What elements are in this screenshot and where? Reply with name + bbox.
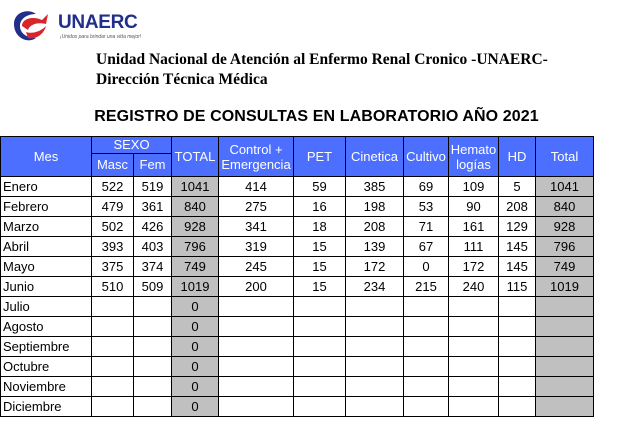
cell-cultivo [404, 397, 449, 417]
cell-control: 200 [219, 277, 294, 297]
cell-mes: Septiembre [1, 337, 92, 357]
cell-masc [92, 357, 134, 377]
cell-total2: 1041 [536, 177, 594, 197]
cell-cinetica: 172 [346, 257, 404, 277]
cell-cinetica [346, 337, 404, 357]
org-department: Dirección Técnica Médica [96, 71, 268, 88]
cell-masc: 522 [92, 177, 134, 197]
cell-hd: 129 [499, 217, 536, 237]
organization-heading [96, 50, 548, 90]
cell-cultivo [404, 377, 449, 397]
cell-control: 319 [219, 237, 294, 257]
cell-hd: 145 [499, 237, 536, 257]
header-hd: HD [499, 137, 536, 177]
cell-control [219, 357, 294, 377]
header-total-final: Total [536, 137, 594, 177]
table-row [1, 357, 594, 377]
cell-fem [134, 297, 172, 317]
cell-masc [92, 317, 134, 337]
table-row [1, 177, 594, 197]
cell-masc: 479 [92, 197, 134, 217]
cell-cultivo: 71 [404, 217, 449, 237]
header-pet: PET [294, 137, 346, 177]
cell-mes: Enero [1, 177, 92, 197]
cell-fem [134, 317, 172, 337]
cell-cinetica: 208 [346, 217, 404, 237]
cell-total2: 840 [536, 197, 594, 217]
cell-fem: 374 [134, 257, 172, 277]
cell-pet: 59 [294, 177, 346, 197]
cell-cinetica [346, 377, 404, 397]
cell-fem [134, 377, 172, 397]
cell-control: 341 [219, 217, 294, 237]
table-row [1, 397, 594, 417]
cell-fem: 426 [134, 217, 172, 237]
cell-control: 245 [219, 257, 294, 277]
cell-masc: 393 [92, 237, 134, 257]
table-row [1, 277, 594, 297]
cell-hd [499, 357, 536, 377]
cell-total2 [536, 337, 594, 357]
cell-hemato: 90 [449, 197, 499, 217]
header-hematologias [449, 137, 499, 177]
cell-total2 [536, 357, 594, 377]
cell-cinetica: 385 [346, 177, 404, 197]
cell-pet: 18 [294, 217, 346, 237]
cell-fem: 519 [134, 177, 172, 197]
table-row [1, 237, 594, 257]
cell-total: 0 [172, 397, 219, 417]
header-logias-label: logías [456, 156, 491, 172]
cell-pet [294, 397, 346, 417]
cell-total: 1041 [172, 177, 219, 197]
cell-control [219, 377, 294, 397]
cell-hemato [449, 397, 499, 417]
cell-control: 275 [219, 197, 294, 217]
cell-pet [294, 297, 346, 317]
cell-fem: 361 [134, 197, 172, 217]
header-total: TOTAL [172, 137, 219, 177]
cell-hemato [449, 297, 499, 317]
cell-mes: Octubre [1, 357, 92, 377]
header-control-label: Control + [229, 141, 283, 157]
cell-hemato [449, 377, 499, 397]
cell-masc: 375 [92, 257, 134, 277]
cell-pet: 16 [294, 197, 346, 217]
cell-hemato [449, 357, 499, 377]
cell-cinetica: 234 [346, 277, 404, 297]
cell-hemato: 161 [449, 217, 499, 237]
header-fem: Fem [134, 154, 172, 177]
cell-total2: 1019 [536, 277, 594, 297]
kidney-ribbon-icon [8, 4, 54, 48]
cell-hemato: 240 [449, 277, 499, 297]
cell-cultivo [404, 337, 449, 357]
table-row [1, 257, 594, 277]
cell-pet [294, 377, 346, 397]
header-sexo: SEXO [92, 137, 172, 154]
cell-hemato [449, 317, 499, 337]
table-row [1, 337, 594, 357]
cell-cinetica [346, 317, 404, 337]
cell-fem [134, 337, 172, 357]
cell-mes: Noviembre [1, 377, 92, 397]
cell-control [219, 297, 294, 317]
cell-pet: 15 [294, 277, 346, 297]
header-hemato-label: Hemato [450, 141, 497, 157]
cell-fem [134, 397, 172, 417]
cell-masc: 510 [92, 277, 134, 297]
cell-cultivo: 53 [404, 197, 449, 217]
cell-total: 928 [172, 217, 219, 237]
cell-masc [92, 297, 134, 317]
page-title: REGISTRO DE CONSULTAS EN LABORATORIO AÑO 2021 [94, 108, 539, 125]
cell-hemato [449, 337, 499, 357]
cell-total: 796 [172, 237, 219, 257]
cell-cinetica: 139 [346, 237, 404, 257]
cell-total2: 928 [536, 217, 594, 237]
cell-cultivo [404, 317, 449, 337]
cell-total2 [536, 297, 594, 317]
cell-cultivo: 0 [404, 257, 449, 277]
header-emergencia-label: Emergencia [221, 156, 291, 172]
cell-cultivo: 215 [404, 277, 449, 297]
cell-masc [92, 397, 134, 417]
cell-cultivo: 69 [404, 177, 449, 197]
cell-total2 [536, 317, 594, 337]
cell-cinetica [346, 297, 404, 317]
cell-cinetica [346, 397, 404, 417]
cell-cinetica: 198 [346, 197, 404, 217]
cell-fem [134, 357, 172, 377]
logo-text: UNAERC [58, 12, 138, 33]
cell-pet [294, 317, 346, 337]
cell-cultivo: 67 [404, 237, 449, 257]
cell-hd [499, 317, 536, 337]
cell-hemato: 109 [449, 177, 499, 197]
table-row [1, 197, 594, 217]
cell-control: 414 [219, 177, 294, 197]
cell-hd [499, 297, 536, 317]
cell-total2 [536, 377, 594, 397]
cell-mes: Agosto [1, 317, 92, 337]
cell-control [219, 337, 294, 357]
cell-total: 0 [172, 317, 219, 337]
table-row [1, 297, 594, 317]
cell-hemato: 111 [449, 237, 499, 257]
cell-pet [294, 357, 346, 377]
cell-hd: 115 [499, 277, 536, 297]
cell-total: 840 [172, 197, 219, 217]
header-cinetica: Cinetica [346, 137, 404, 177]
org-name: Unidad Nacional de Atención al Enfermo Renal Cronico -UNAERC- [96, 51, 548, 68]
header-control-emergencia [219, 137, 294, 177]
cell-total: 0 [172, 337, 219, 357]
cell-control [219, 317, 294, 337]
cell-mes: Abril [1, 237, 92, 257]
table-row [1, 217, 594, 237]
cell-total2: 749 [536, 257, 594, 277]
logo-tagline: ¡Unidos para brindar una vida mejor! [60, 34, 142, 40]
cell-masc: 502 [92, 217, 134, 237]
unaerc-logo [8, 4, 142, 48]
cell-mes: Junio [1, 277, 92, 297]
cell-cultivo [404, 357, 449, 377]
cell-mes: Febrero [1, 197, 92, 217]
cell-total: 1019 [172, 277, 219, 297]
cell-hd: 5 [499, 177, 536, 197]
header-mes: Mes [1, 137, 92, 177]
cell-hemato: 172 [449, 257, 499, 277]
cell-hd: 208 [499, 197, 536, 217]
cell-pet: 15 [294, 257, 346, 277]
cell-fem: 509 [134, 277, 172, 297]
cell-masc [92, 337, 134, 357]
cell-hd [499, 377, 536, 397]
lab-consults-table [0, 136, 594, 417]
cell-hd: 145 [499, 257, 536, 277]
cell-cinetica [346, 357, 404, 377]
cell-total: 749 [172, 257, 219, 277]
cell-hd [499, 397, 536, 417]
cell-total2: 796 [536, 237, 594, 257]
cell-hd [499, 337, 536, 357]
table-body [1, 177, 594, 417]
cell-mes: Julio [1, 297, 92, 317]
cell-total: 0 [172, 297, 219, 317]
cell-mes: Marzo [1, 217, 92, 237]
cell-control [219, 397, 294, 417]
cell-pet: 15 [294, 237, 346, 257]
header-cultivo: Cultivo [404, 137, 449, 177]
cell-total: 0 [172, 377, 219, 397]
cell-fem: 403 [134, 237, 172, 257]
cell-mes: Mayo [1, 257, 92, 277]
cell-pet [294, 337, 346, 357]
cell-masc [92, 377, 134, 397]
table-row [1, 377, 594, 397]
cell-cultivo [404, 297, 449, 317]
cell-total2 [536, 397, 594, 417]
table-row [1, 317, 594, 337]
cell-mes: Diciembre [1, 397, 92, 417]
cell-total: 0 [172, 357, 219, 377]
header-masc: Masc [92, 154, 134, 177]
